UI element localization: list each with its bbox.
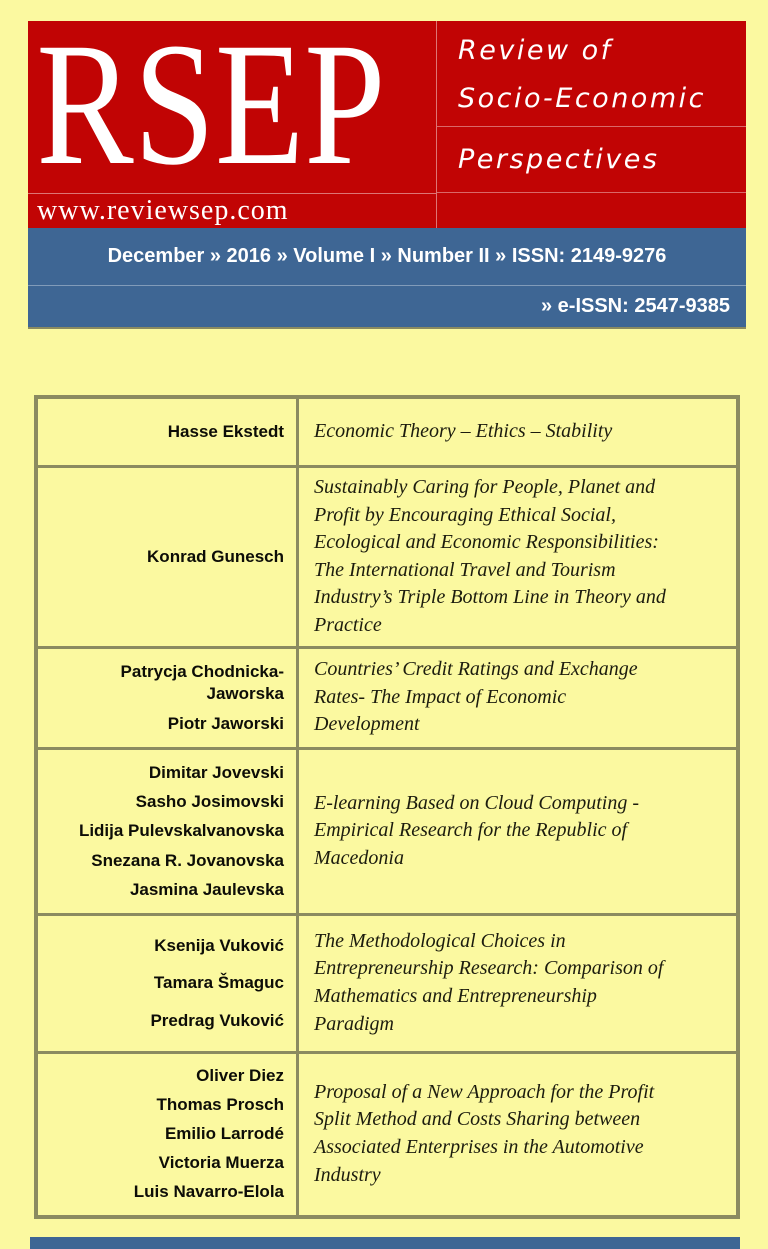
table-row: [36, 1052, 738, 1217]
journal-name-lower: [437, 127, 746, 193]
author-name: Thomas Prosch: [156, 1095, 284, 1115]
author-name: Lidija Pulevskalvanovska: [78, 821, 284, 841]
paper-title: Sustainably Caring for People, Planet and Profit by Encouraging Ethical Social, Ecological and Economic Responsibilities: The International Travel and Tourism Industry’s Triple Bottom Line in Theory and Practice: [314, 476, 666, 636]
title-cell: [298, 467, 739, 648]
masthead-left: [28, 21, 436, 228]
table-row: [36, 748, 738, 914]
author-name: Hasse Ekstedt: [167, 422, 284, 442]
title-cell: [298, 647, 739, 748]
author-name: Jasmina Jaulevska: [129, 880, 284, 900]
author-name: Oliver Diez: [196, 1066, 284, 1086]
authors-list: [38, 649, 296, 747]
contents-table: [34, 395, 740, 1219]
authors-list: [38, 468, 296, 646]
authors-cell: [36, 467, 298, 648]
paper-title: Proposal of a New Approach for the Profit Split Method and Costs Sharing between Associated Enterprises in the Automotive Industry: [314, 1080, 655, 1186]
author-name: Emilio Larrodé: [164, 1124, 284, 1144]
title-cell: [298, 748, 739, 914]
journal-name-line-2: Socio-Economic: [458, 83, 706, 114]
issue-info-line: December » 2016 » Volume I » Number II » ISSN: 2149-9276: [28, 228, 746, 286]
journal-website: www.reviewsep.com: [37, 195, 289, 226]
authors-cell: [36, 914, 298, 1052]
author-name: Dimitar Jovevski: [148, 762, 284, 782]
journal-name-upper: [437, 21, 746, 127]
journal-name-line-3: Perspectives: [458, 144, 660, 175]
title-cell: [298, 397, 739, 467]
author-name: Patrycja Chodnicka-Jaworska: [120, 662, 284, 703]
authors-list: [38, 750, 296, 913]
eissn-line: » e-ISSN: 2547-9385: [540, 295, 730, 317]
author-name: Victoria Muerza: [158, 1153, 284, 1173]
authors-list: [38, 1054, 296, 1215]
table-row: [36, 467, 738, 648]
journal-logo-box: [28, 21, 436, 194]
journal-name: [436, 21, 746, 228]
table-row: [36, 397, 738, 467]
title-cell: [298, 914, 739, 1052]
journal-name-spacer: [437, 193, 746, 228]
author-name: Tamara Šmaguc: [153, 973, 284, 993]
authors-cell: [36, 1052, 298, 1217]
paper-title: E-learning Based on Cloud Computing - Empirical Research for the Republic of Macedonia: [314, 791, 639, 869]
author-name: Ksenija Vuković: [154, 936, 284, 956]
paper-title: Economic Theory – Ethics – Stability: [314, 420, 613, 443]
authors-cell: [36, 397, 298, 467]
table-row: [36, 914, 738, 1052]
author-name: Piotr Jaworski: [167, 713, 284, 733]
paper-title: The Methodological Choices in Entrepreneurship Research: Comparison of Mathematics and Entrepreneurship Paradigm: [314, 929, 664, 1035]
title-cell: [298, 1052, 739, 1217]
author-name: Sasho Josimovski: [135, 792, 284, 812]
issue-bar: [28, 228, 746, 329]
footer-bar: [30, 1237, 740, 1249]
journal-name-line-1: Review of: [458, 35, 613, 66]
paper-title: Countries’ Credit Ratings and Exchange Rates- The Impact of Economic Development: [314, 658, 638, 736]
table-row: [36, 647, 738, 748]
masthead-banner: [28, 21, 746, 228]
author-name: Luis Navarro-Elola: [133, 1182, 284, 1202]
authors-cell: [36, 647, 298, 748]
authors-cell: [36, 748, 298, 914]
authors-list: [38, 399, 296, 465]
author-name: Predrag Vuković: [150, 1010, 284, 1030]
author-name: Konrad Gunesch: [147, 547, 284, 567]
authors-list: [38, 916, 296, 1051]
journal-logo: RSEP: [36, 21, 386, 194]
author-name: Snezana R. Jovanovska: [91, 850, 284, 870]
